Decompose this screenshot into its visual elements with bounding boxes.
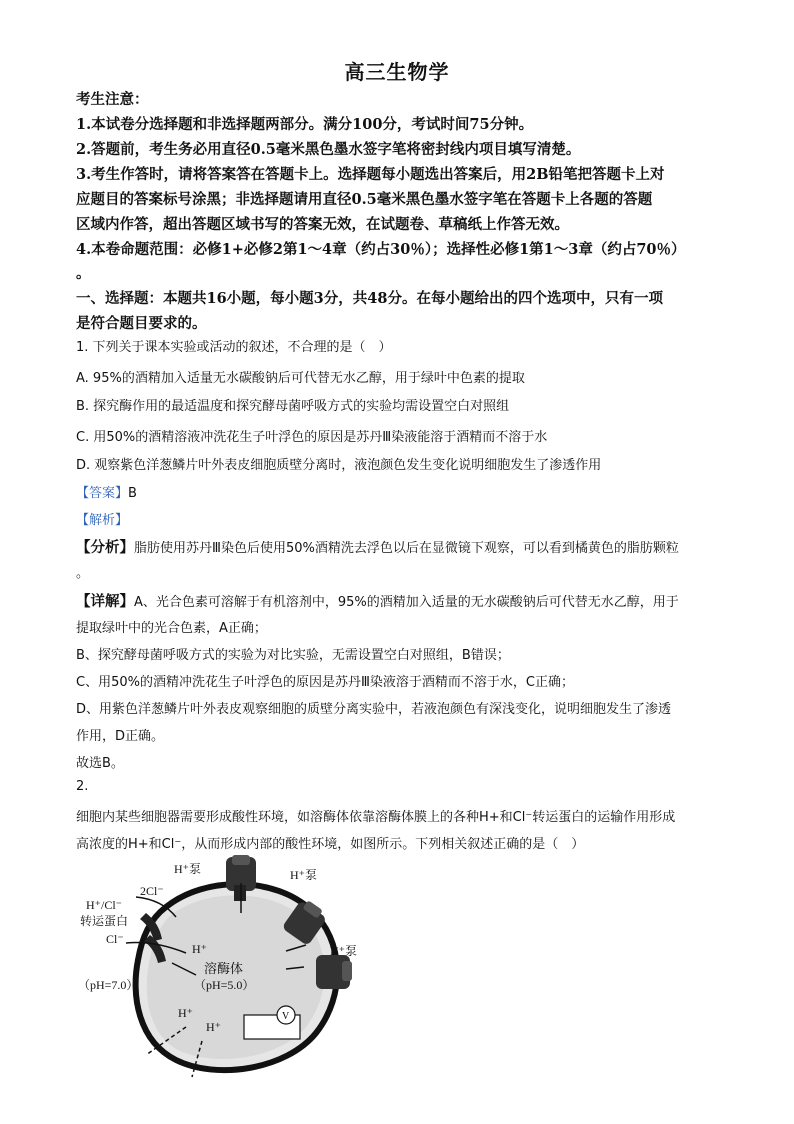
q1-option-c: C. 用50%的酒精溶液冲洗花生子叶浮色的原因是苏丹Ⅲ染液能溶于酒精而不溶于水	[76, 430, 548, 445]
label-h-bottom-2: H⁺	[206, 1020, 221, 1034]
label-pump-top: H⁺泵	[174, 862, 202, 876]
fenxi-tag: 【分析】	[76, 540, 134, 556]
q1-detail-b: B、探究酵母菌呼吸方式的实验为对比实验，无需设置空白对照组，B错误；	[76, 648, 510, 663]
q1-detail-c: C、用50%的酒精冲洗花生子叶浮色的原因是苏丹Ⅲ染液溶于酒精而不溶于水，C正确；	[76, 675, 575, 690]
q1-conclusion: 故选B。	[76, 756, 124, 771]
label-ph-in: （pH=5.0）	[194, 978, 255, 992]
notice-2: 2.答题前，考生务必用直径0.5毫米黑色墨水签字笔将密封线内项目填写清楚。	[76, 141, 581, 158]
q1-detail-a-cont: 提取绿叶中的光合色素，A正确；	[76, 621, 267, 636]
notice-heading: 考生注意：	[76, 91, 149, 108]
q1-fenxi-end: 。	[76, 566, 90, 581]
label-2cl: 2Cl⁻	[140, 884, 164, 898]
section-heading-cont: 是符合题目要求的。	[76, 315, 207, 332]
q1-answer	[76, 482, 137, 501]
lysosome-figure	[76, 855, 376, 1085]
answer-value: B	[128, 486, 137, 501]
q1-detail	[76, 590, 679, 611]
h-pump-right-icon	[316, 955, 352, 989]
fenxi-text: 脂肪使用苏丹Ⅲ染色后使用50%酒精洗去浮色以后在显微镜下观察，可以看到橘黄色的脂肪颗粒	[134, 541, 679, 556]
label-cl: Cl⁻	[106, 932, 124, 946]
q1-detail-d: D、用紫色洋葱鳞片叶外表皮观察细胞的质壁分离实验中，若液泡颜色有深浅变化，说明细胞发生了渗透	[76, 702, 672, 717]
notice-3-cont-2: 区域内作答，超出答题区域书写的答案无效，在试题卷、草稿纸上作答无效。	[76, 216, 569, 233]
notice-4: 4.本卷命题范围：必修1+必修2第1～4章（约占30％）；选择性必修1第1～3章（约占70％）	[76, 241, 686, 258]
label-transporter-1: H⁺/Cl⁻	[86, 898, 123, 912]
label-transporter-2: 转运蛋白	[80, 914, 129, 928]
detail-a: A、光合色素可溶解于有机溶剂中，95%的酒精加入适量的无水碳酸钠后可代替无水乙醇，用于	[134, 595, 679, 610]
q2-stem: 细胞内某些细胞器需要形成酸性环境，如溶酶体依靠溶酶体膜上的各种H+和Cl⁻转运蛋白的运输作用形成	[76, 810, 676, 825]
q1-detail-d-cont: 作用，D正确。	[76, 729, 165, 744]
section-heading: 一、选择题：本题共16小题，每小题3分，共48分。在每小题给出的四个选项中，只有一项	[76, 290, 663, 307]
label-lysosome: 溶酶体	[204, 961, 244, 976]
label-h-in: H⁺	[192, 942, 207, 956]
q1-option-a: A. 95%的酒精加入适量无水碳酸钠后可代替无水乙醇，用于绿叶中色素的提取	[76, 371, 525, 386]
voltmeter-label: V	[282, 1011, 290, 1022]
q2-stem-cont: 高浓度的H+和Cl⁻，从而形成内部的酸性环境，如图所示。下列相关叙述正确的是（ ）	[76, 837, 585, 852]
label-pump-right: H⁺泵	[330, 944, 358, 958]
page-title: 高三生物学	[344, 60, 450, 84]
q1-option-b: B. 探究酶作用的最适温度和探究酵母菌呼吸方式的实验均需设置空白对照组	[76, 399, 510, 414]
q1-analysis-tag: 【解析】	[76, 513, 129, 528]
answer-tag: 【答案】	[76, 486, 129, 501]
q1-option-d: D. 观察紫色洋葱鳞片叶外表皮细胞质壁分离时，液泡颜色发生变化说明细胞发生了渗透作用	[76, 458, 602, 473]
notice-1: 1.本试卷分选择题和非选择题两部分。满分100分，考试时间75分钟。	[76, 116, 534, 133]
notice-3: 3.考生作答时，请将答案答在答题卡上。选择题每小题选出答案后，用2B铅笔把答题卡上对	[76, 166, 665, 183]
detail-tag: 【详解】	[76, 594, 134, 610]
label-pump-right-top: H⁺泵	[290, 868, 318, 882]
q1-fenxi	[76, 536, 679, 557]
notice-4-end: 。	[76, 265, 91, 282]
q1-stem: 1. 下列关于课本实验或活动的叙述，不合理的是（ ）	[76, 340, 392, 355]
q2-number: 2.	[76, 779, 89, 794]
label-ph-out: （pH=7.0）	[78, 978, 139, 992]
notice-3-cont: 应题目的答案标号涂黑；非选择题请用直径0.5毫米黑色墨水签字笔在答题卡上各题的答题	[76, 191, 653, 208]
label-h-bottom-1: H⁺	[178, 1006, 193, 1020]
